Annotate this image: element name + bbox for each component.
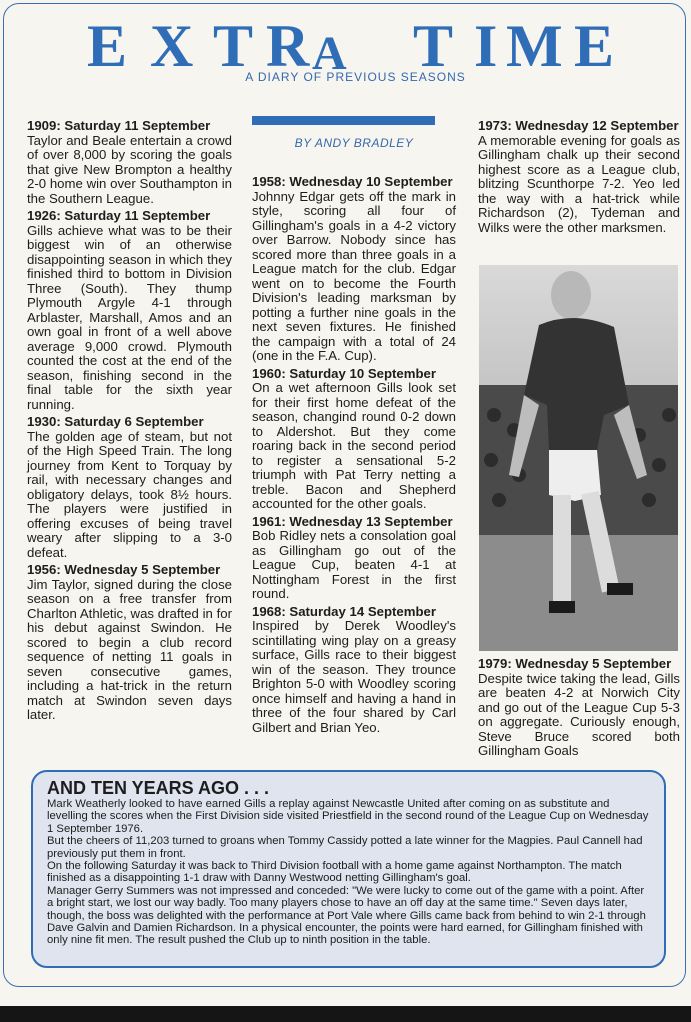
title-letter: I — [474, 13, 498, 79]
footballer-photo-icon — [479, 265, 678, 651]
entry-text: Gills achieve what was to be their biggest win of an otherwise disappointing season in which they finished third to bottom in Division Three (South). They thump Plymouth Argyle 4-1 through Arblaster, Marshall, Amos and an own goal in front of a well above average 9,000 crowd. Plymouth counted the cost at the end of the season, finishing second in the final table for the sixth year running. — [27, 222, 232, 412]
box-paragraph: But the cheers of 11,203 turned to groans when Tommy Cassidy potted a late winner for the Magpies. Paul Cannell had previously put them in front. — [47, 835, 643, 860]
entry-date: 1909: Saturday 11 September — [27, 118, 211, 133]
entry-date: 1979: Wednesday 5 September — [478, 656, 672, 671]
diary-entry — [252, 515, 456, 602]
title-letter: A — [312, 27, 347, 80]
entry-date: 1926: Saturday 11 September — [27, 208, 211, 223]
column-left — [27, 119, 232, 726]
column-middle — [252, 175, 456, 738]
entry-text: Taylor and Beale entertain a crowd of over 8,000 by scoring the goals that give New Brompton a healthy 2-0 home win over Southampton in the Southern League. — [27, 132, 232, 206]
entry-text: Jim Taylor, signed during the close season on a free transfer from Charlton Athletic, was drafted in for his debut against Swindon. He scored to begin a club record sequence of netting 11 goals in seven consecutive games, including a hat-trick in the return match at Swindon seven days later. — [27, 576, 232, 722]
entry-text: Bob Ridley nets a consolation goal as Gillingham go out of the League Cup, beaten 4-1 at Nottingham Forest in the first round. — [252, 528, 456, 601]
diary-entry — [252, 175, 456, 364]
column-right-lower — [478, 657, 680, 762]
column-right — [478, 119, 680, 238]
entry-date: 1973: Wednesday 12 September — [478, 118, 679, 133]
entry-date: 1958: Wednesday 10 September — [252, 174, 453, 189]
author-byline: BY ANDY BRADLEY — [294, 136, 414, 150]
entry-date: 1956: Wednesday 5 September — [27, 562, 221, 577]
footballer-photo — [479, 265, 678, 651]
title-letter: R — [266, 13, 310, 79]
box-paragraph: On the following Saturday it was back to Third Division football with a home game against Northampton. The match finished as a disappointing 1-1 draw with Danny Westwood netting Gillingham's goal. — [47, 860, 622, 885]
entry-date: 1930: Saturday 6 September — [27, 414, 204, 429]
entry-text: On a wet afternoon Gills look set for their first home defeat of the season, changind round 0-2 down to Aldershot. But they come roaring back in the second period to register a sensational 5-2 triumph with Pat Terry netting a treble. Bacon and Shepherd accounted for the other goals. — [252, 380, 456, 511]
title-letter: M — [506, 13, 563, 79]
box-paragraph: Manager Gerry Summers was not impressed and conceded: "We were lucky to come out of the game with a point. After a bright start, we lost our way badly. Too many players chose to have an off day at the same time." Seven days later, though, the boss was delighted with the performance at Port Vale where Gills came back from behind to win 2-1 through Dave Galvin and Damien Richardson. In a physical encounter, the points were hard earned, for Gillingham finished with only nine fit men. The result pushed the Club up to ninth position in the table. — [47, 884, 646, 947]
entry-date: 1960: Saturday 10 September — [252, 365, 436, 381]
title-letter: T — [413, 13, 454, 79]
entry-text: A memorable evening for goals as Gillingham chalk up their second highest score as a League club, blitzing Scunthorpe 7-2. Yeo led the way with a hat-trick while Richardson (2), Tydeman and Wilks were the other marksmen. — [478, 132, 680, 235]
title-letter: X — [150, 13, 194, 79]
diary-entry — [27, 563, 232, 723]
box-paragraph: Mark Weatherly looked to have earned Gills a replay against Newcastle United after coming on as substitute and levelling the scores when the First Division side visited Priestfield in the second round of the League Cup on Wednesday 1 September 1976. — [47, 798, 649, 835]
entry-date: 1968: Saturday 14 September — [252, 603, 436, 619]
title-letter: T — [213, 13, 254, 79]
diary-entry — [27, 415, 232, 560]
bottom-edge — [0, 1006, 691, 1022]
diary-entry — [252, 605, 456, 736]
entry-text: The golden age of steam, but not of the High Speed Train. The long journey from Kent to Torquay by rail, with necessary changes and obligatory delays, took 8½ hours. The players were justified in offering excuses of being travel weary after slipping to a 3-0 defeat. — [27, 428, 232, 560]
entry-date: 1961: Wednesday 13 September — [252, 513, 453, 529]
diary-entry — [478, 657, 680, 759]
title-letter: E — [87, 13, 128, 79]
box-heading: AND TEN YEARS AGO . . . — [47, 778, 270, 798]
diary-entry — [252, 367, 456, 512]
diary-entry — [27, 119, 232, 206]
ten-years-ago-box — [31, 770, 666, 968]
diary-entry — [478, 119, 680, 235]
diary-entry — [27, 209, 232, 412]
entry-text: Despite twice taking the lead, Gills are beaten 4-2 at Norwich City and go out of the League Cup 5-3 on aggregate. Curiously enough, Steve Bruce scored both Gillingham Goals — [478, 670, 680, 758]
title-letter: E — [574, 13, 615, 79]
entry-text: Inspired by Derek Woodley's scintillating wing play on a greasy surface, Gills race to their biggest win of the season. They trounce Brighton 5-0 with Woodley scoring once himself and having a hand in three of the four shared by Carl Gilbert and Brian Yeo. — [252, 618, 456, 735]
accent-bar — [252, 116, 435, 125]
entry-text: Johnny Edgar gets off the mark in style, scoring all four of Gillingham's goals in a 4-2 victory over Barrow. Nobody since has scored more than three goals in a League match for the club. Edgar went on to become the Fourth Division's leading marksman by potting a further nine goals in the next seven fixtures. He finished the campaign with a total of 24 (one in the F.A. Cup). — [252, 188, 456, 363]
page-subtitle: A DIARY OF PREVIOUS SEASONS — [245, 70, 466, 84]
